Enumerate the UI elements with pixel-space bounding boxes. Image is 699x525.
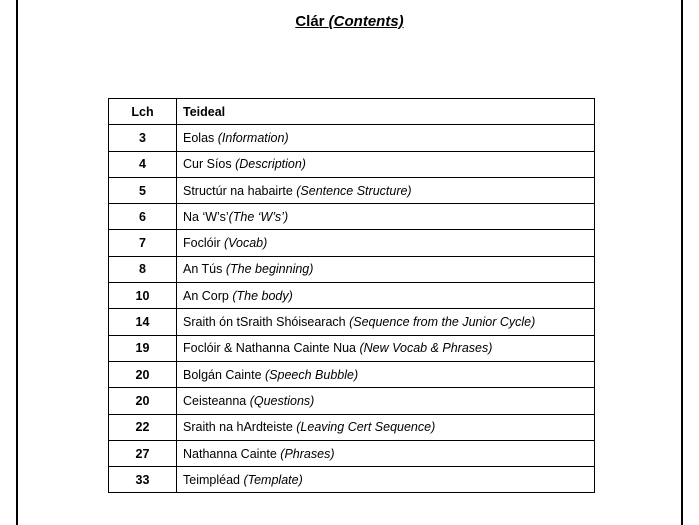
row-title (177, 256, 595, 282)
row-page-number: 20 (109, 388, 177, 414)
table-row (109, 177, 595, 203)
row-title (177, 309, 595, 335)
table-row (109, 414, 595, 440)
table-header-row (109, 99, 595, 125)
row-page-number: 5 (109, 177, 177, 203)
table-row (109, 256, 595, 282)
row-title-english: (The ‘W’s’) (228, 209, 289, 224)
row-page-number: 33 (109, 467, 177, 493)
row-page-number: 3 (109, 125, 177, 151)
row-title-english: (Template) (243, 472, 303, 487)
row-title (177, 177, 595, 203)
row-title-irish: Na ‘W’s’ (183, 209, 229, 224)
row-title-english: (The body) (232, 288, 293, 303)
row-page-number: 22 (109, 414, 177, 440)
row-title-irish: Foclóir & Nathanna Cainte Nua (183, 341, 360, 356)
row-page-number: 4 (109, 151, 177, 177)
page-title (18, 13, 681, 30)
row-page-number: 14 (109, 309, 177, 335)
row-title-irish: Bolgán Cainte (183, 367, 266, 382)
row-title (177, 361, 595, 387)
row-title-irish: Foclóir (183, 236, 224, 251)
row-title-english: (Sentence Structure) (296, 183, 412, 198)
row-title-irish: An Corp (183, 288, 233, 303)
row-title-english: (New Vocab & Phrases) (359, 341, 493, 356)
row-title-irish: Structúr na habairte (183, 183, 297, 198)
row-title-english: (Vocab) (223, 236, 268, 251)
row-title-english: (Information) (217, 130, 289, 145)
row-title-irish: Nathanna Cainte (183, 446, 281, 461)
table-row (109, 230, 595, 256)
row-title (177, 230, 595, 256)
header-page: Lch (109, 99, 177, 125)
row-page-number: 19 (109, 335, 177, 361)
row-title (177, 151, 595, 177)
row-page-number: 10 (109, 283, 177, 309)
row-page-number: 27 (109, 440, 177, 466)
table-row (109, 151, 595, 177)
title-sub: (Contents) (328, 13, 404, 30)
row-title-english: (Sequence from the Junior Cycle) (349, 315, 536, 330)
table-row (109, 335, 595, 361)
contents-body (109, 125, 595, 493)
row-title (177, 283, 595, 309)
table-row (109, 467, 595, 493)
row-title-irish: Teimpléad (183, 472, 244, 487)
table-row (109, 283, 595, 309)
table-row (109, 309, 595, 335)
row-page-number: 7 (109, 230, 177, 256)
row-title-irish: Sraith ón tSraith Shóisearach (183, 315, 350, 330)
row-title (177, 467, 595, 493)
title-main: Clár (295, 13, 325, 30)
row-title (177, 414, 595, 440)
table-row (109, 361, 595, 387)
row-title-english: (Phrases) (280, 446, 335, 461)
table-row (109, 204, 595, 230)
table-row (109, 125, 595, 151)
row-title-english: (The beginning) (225, 262, 314, 277)
row-title-english: (Description) (235, 157, 306, 172)
row-page-number: 20 (109, 361, 177, 387)
row-title-irish: Eolas (183, 130, 218, 145)
row-title-irish: Sraith na hArdteiste (183, 420, 297, 435)
row-title-irish: Ceisteanna (183, 393, 250, 408)
row-title-english: (Speech Bubble) (265, 367, 359, 382)
contents-table (108, 98, 595, 493)
row-title-english: (Questions) (249, 393, 315, 408)
table-row (109, 388, 595, 414)
row-title (177, 388, 595, 414)
row-title (177, 204, 595, 230)
row-title-english: (Leaving Cert Sequence) (296, 420, 436, 435)
header-title: Teideal (177, 99, 595, 125)
row-title (177, 440, 595, 466)
row-title-irish: Cur Síos (183, 157, 236, 172)
row-page-number: 8 (109, 256, 177, 282)
table-row (109, 440, 595, 466)
row-title (177, 335, 595, 361)
row-title-irish: An Tús (183, 262, 226, 277)
row-page-number: 6 (109, 204, 177, 230)
document-page (16, 0, 683, 525)
row-title (177, 125, 595, 151)
